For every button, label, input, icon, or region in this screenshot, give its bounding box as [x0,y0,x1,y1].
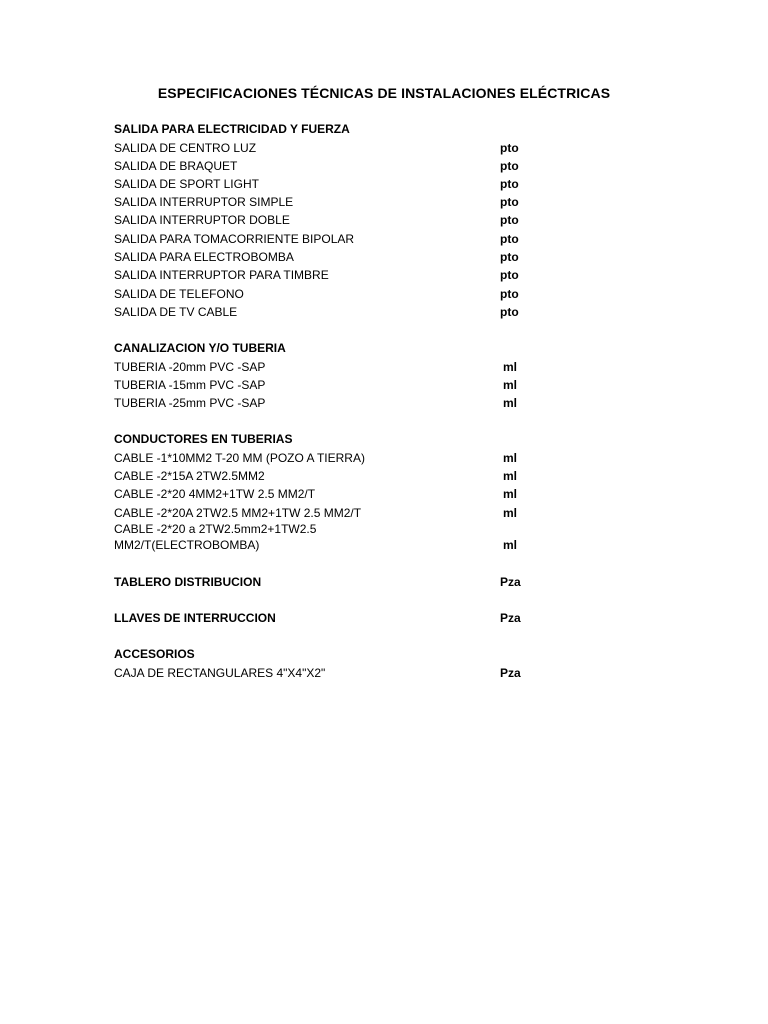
spec-unit: pto [500,159,519,173]
spec-description: SALIDA INTERRUPTOR DOBLE [114,213,290,227]
spec-unit: pto [500,177,519,191]
spec-unit: Pza [500,575,521,589]
spec-unit: pto [500,141,519,155]
spec-description: SALIDA DE SPORT LIGHT [114,177,259,191]
spec-description: SALIDA DE CENTRO LUZ [114,141,257,155]
spec-description: TUBERIA -20mm PVC -SAP [114,360,266,374]
section-heading-accesorios: ACCESORIOS [114,647,195,661]
spec-description: CABLE -2*15A 2TW2.5MM2 [114,469,265,483]
spec-description: CABLE -2*20 4MM2+1TW 2.5 MM2/T [114,487,316,501]
spec-description: SALIDA DE TELEFONO [114,287,244,301]
spec-unit: ml [503,378,518,392]
spec-description: SALIDA DE BRAQUET [114,159,238,173]
spec-unit: ml [503,451,518,465]
spec-description: CABLE -1*10MM2 T-20 MM (POZO A TIERRA) [114,451,365,465]
spec-unit: ml [503,396,518,410]
spec-description: CABLE -2*20A 2TW2.5 MM2+1TW 2.5 MM2/T [114,506,362,520]
spec-unit: Pza [500,666,521,680]
spec-unit: pto [500,268,519,282]
spec-unit: ml [503,538,518,552]
section-heading-llaves: LLAVES DE INTERRUCCION [114,611,276,625]
spec-description: CAJA DE RECTANGULARES 4"X4"X2" [114,666,326,680]
spec-description: TUBERIA -25mm PVC -SAP [114,396,266,410]
spec-description: SALIDA INTERRUPTOR SIMPLE [114,195,294,209]
spec-description: TUBERIA -15mm PVC -SAP [114,378,266,392]
spec-description: SALIDA INTERRUPTOR PARA TIMBRE [114,268,329,282]
page-title: ESPECIFICACIONES TÉCNICAS DE INSTALACIONES ELÉCTRICAS [157,85,611,101]
section-heading-electricidad: SALIDA PARA ELECTRICIDAD Y FUERZA [114,122,350,136]
spec-unit: ml [503,469,518,483]
spec-unit: pto [500,213,519,227]
spec-unit: pto [500,287,519,301]
section-heading-tablero: TABLERO DISTRIBUCION [114,575,262,589]
spec-description: CABLE -2*20 a 2TW2.5mm2+1TW2.5 MM2/T(ELECTROBOMBA) [114,522,317,552]
section-heading-canalizacion: CANALIZACION Y/O TUBERIA [114,341,286,355]
section-heading-conductores: CONDUCTORES EN TUBERIAS [114,432,293,446]
spec-description: SALIDA DE TV CABLE [114,305,238,319]
spec-unit: pto [500,305,519,319]
spec-unit: ml [503,506,518,520]
spec-unit: pto [500,232,519,246]
spec-description: SALIDA PARA ELECTROBOMBA [114,250,294,264]
spec-description: SALIDA PARA TOMACORRIENTE BIPOLAR [114,232,355,246]
spec-unit: pto [500,195,519,209]
spec-unit: pto [500,250,519,264]
spec-unit: ml [503,360,518,374]
spec-unit: Pza [500,611,521,625]
spec-unit: ml [503,487,518,501]
